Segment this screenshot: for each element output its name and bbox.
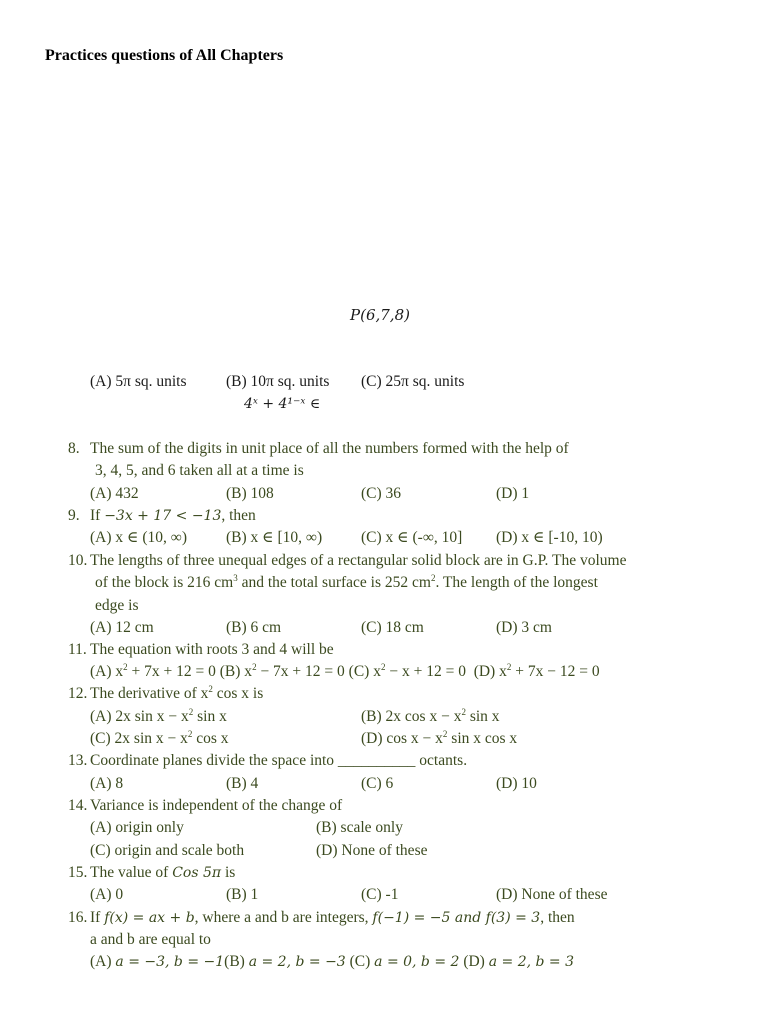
fragment-expression: 4ˣ + 4¹⁻ˣ ∈ <box>244 396 321 412</box>
option-b: (B) 2x $\cos x - x^2$ sin x <box>361 707 500 725</box>
option-b: (B) 4 <box>226 775 259 792</box>
option-a: (A) 432 <box>90 485 139 502</box>
option-d: (D) x ∈ [-10, 10) <box>496 529 603 546</box>
option-c: (C) a = 0, b = 2 <box>349 953 460 970</box>
question-number: 13. <box>68 752 88 769</box>
option-a: (A) 2x $\sin x - x^2$ sin x <box>90 707 227 725</box>
question-text-cont: of the block is 216 $cm^3$ and the total surface is 252 $cm^2$. The length of the longest <box>95 573 598 591</box>
option-c: (C) -1 <box>361 886 399 903</box>
question-number: 15. <box>68 864 88 881</box>
question-number: 16. <box>68 909 88 926</box>
question-text-cont: 3, 4, 5, and 6 taken all at a time is <box>95 462 304 479</box>
option-a: (A) a = −3, b = −1 <box>90 953 225 970</box>
option-d: (D) $\cos x - x^2$ sin x cos x <box>361 729 518 747</box>
option-b: (B) 108 <box>226 485 274 502</box>
question-number: 12. <box>68 685 88 702</box>
option-a: (A) 12 cm <box>90 619 154 636</box>
option-c: (C) 18 cm <box>361 619 424 636</box>
question-text-cont: edge is <box>95 597 139 614</box>
condition-expression: f(−1) = −5 and f(3) = 3 <box>372 910 541 926</box>
option-b: (B) a = 2, b = −3 <box>224 953 346 970</box>
option-a: (A) $x^2 + 7x + 12 = 0$ <box>90 662 216 680</box>
option-d: (D) a = 2, b = 3 <box>463 953 575 970</box>
option-d: (D) 1 <box>496 485 530 502</box>
cos-expression: Cos 5π <box>172 865 222 881</box>
question-number: 8. <box>68 440 80 457</box>
option-b: (B) 6 cm <box>226 619 282 636</box>
options-row <box>90 952 574 972</box>
page-title: Practices questions of All Chapters <box>45 47 284 64</box>
question-number: 10. <box>68 552 88 569</box>
option-c: (C) $x^2 - x + 12 = 0$ <box>348 662 466 680</box>
question-text: If −3x + 17 < −13, then <box>90 507 256 524</box>
option-a: (A) x ∈ (10, ∞) <box>90 529 187 546</box>
option-b: (B) scale only <box>316 819 403 836</box>
point-expression: P(6,7,8) <box>350 306 410 324</box>
question-number: 9. <box>68 507 80 524</box>
question-text: The sum of the digits in unit place of all the numbers formed with the help of <box>90 440 569 457</box>
option-a: (A) 0 <box>90 886 124 903</box>
question-text: The value of Cos 5π is <box>90 864 236 881</box>
option-d: (D) None of these <box>496 886 608 903</box>
option-b: (B) x ∈ [10, ∞) <box>226 529 323 546</box>
question-text: The equation with roots 3 and 4 will be <box>90 641 334 658</box>
option-c: (C) x ∈ (-∞, 10] <box>361 529 463 546</box>
question-text: If f(x) = ax + b, where a and b are integers, f(−1) = −5 and f(3) = 3, then <box>90 909 575 926</box>
option-d: (D) $x^2 + 7x - 12 = 0$ <box>473 662 600 680</box>
option-b: (B) $x^2 - 7x + 12 = 0$ <box>219 662 345 680</box>
option-a: (A) 8 <box>90 775 124 792</box>
option-c: (C) 6 <box>361 775 394 792</box>
fragment-option-c: (C) 25π sq. units <box>361 373 465 390</box>
fragment-option-a: (A) 5π sq. units <box>90 373 187 390</box>
question-number: 14. <box>68 797 88 814</box>
question-text: The lengths of three unequal edges of a rectangular solid block are in G.P. The volume <box>90 552 627 569</box>
option-d: (D) None of these <box>316 842 428 859</box>
option-d: (D) 3 cm <box>496 619 552 636</box>
option-c: (C) 36 <box>361 485 402 502</box>
option-d: (D) 10 <box>496 775 537 792</box>
question-text: The derivative of $x^2$ cos x is <box>90 684 264 702</box>
option-a: (A) origin only <box>90 819 184 836</box>
question-text: Variance is independent of the change of <box>90 797 343 814</box>
question-number: 11. <box>68 641 87 658</box>
option-c: (C) origin and scale both <box>90 842 245 859</box>
option-c: (C) 2x $\sin x - x^2$ cos x <box>90 729 229 747</box>
question-text: Coordinate planes divide the space into __________ octants. <box>90 752 468 769</box>
inequality-expression: −3x + 17 < −13 <box>104 508 222 524</box>
fragment-option-b: (B) 10π sq. units <box>226 373 330 390</box>
option-b: (B) 1 <box>226 886 259 903</box>
question-text-cont: a and b are equal to <box>90 931 211 948</box>
function-expression: f(x) = ax + b <box>104 910 195 926</box>
options-row <box>90 662 600 682</box>
